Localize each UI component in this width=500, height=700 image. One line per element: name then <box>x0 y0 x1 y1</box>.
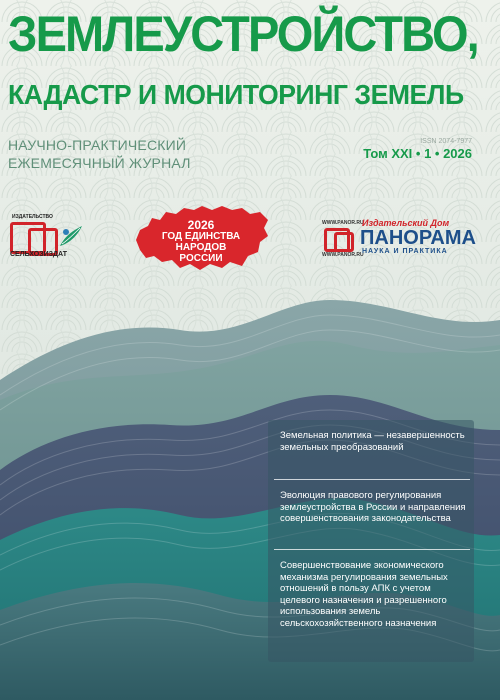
unity-line-1: ГОД ЕДИНСТВА <box>161 231 241 242</box>
logo-left-name: СЕЛЬХОЗИЗДАТ <box>10 251 68 258</box>
logo-left-top-word: ИЗДАТЕЛЬСТВО <box>12 214 53 220</box>
article-title-1: Земельная политика — незавершенность земельных преобразований <box>280 430 465 453</box>
unity-badge-text <box>130 220 272 264</box>
wheat-leaf-icon <box>58 224 84 248</box>
issn-number: ISSN 2074-7977 <box>420 138 472 145</box>
subtitle-line-1: НАУЧНО-ПРАКТИЧЕСКИЙ <box>8 137 187 153</box>
subtitle-line-2: ЕЖЕМЕСЯЧНЫЙ ЖУРНАЛ <box>8 155 191 171</box>
article-title-3: Совершенствование экономического механизма регулирования земельных отношений в пользу АПК с учетом целевого назначения и разрешенного использования земель сельскохозяйственного назначения <box>280 560 448 629</box>
panorama-url-top: WWW.PANOR.RU <box>322 220 364 226</box>
panorama-house-label: Издательский Дом <box>362 218 450 228</box>
journal-title-line-1: ЗЕМЛЕУСТРОЙСТВО, <box>8 6 478 62</box>
contents-divider <box>274 479 470 480</box>
journal-title-line-2: КАДАСТР И МОНИТОРИНГ ЗЕМЕЛЬ <box>8 79 464 110</box>
selkhozizdat-logo <box>8 214 90 260</box>
panorama-frame-mark-2 <box>334 232 354 252</box>
panorama-slogan: НАУКА И ПРАКТИКА <box>362 248 448 255</box>
contents-divider <box>274 549 470 550</box>
unity-line-3: РОССИИ <box>179 253 223 264</box>
volume-issue-year: Том XXI • 1 • 2026 <box>363 146 472 161</box>
article-title-2: Эволюция правового регулирования землеустройства в России и направления совершенствования законодательства <box>280 490 466 524</box>
panorama-logo <box>322 218 476 258</box>
unity-year: 2026 <box>187 218 215 232</box>
journal-subtitle <box>8 136 191 172</box>
panorama-name: ПАНОРАМА <box>360 227 476 249</box>
contents-panel <box>268 420 474 662</box>
panorama-url-bottom: WWW.PANOR.RU <box>322 252 364 258</box>
unity-line-2: НАРОДОВ <box>175 242 227 253</box>
unity-year-badge <box>130 200 272 276</box>
